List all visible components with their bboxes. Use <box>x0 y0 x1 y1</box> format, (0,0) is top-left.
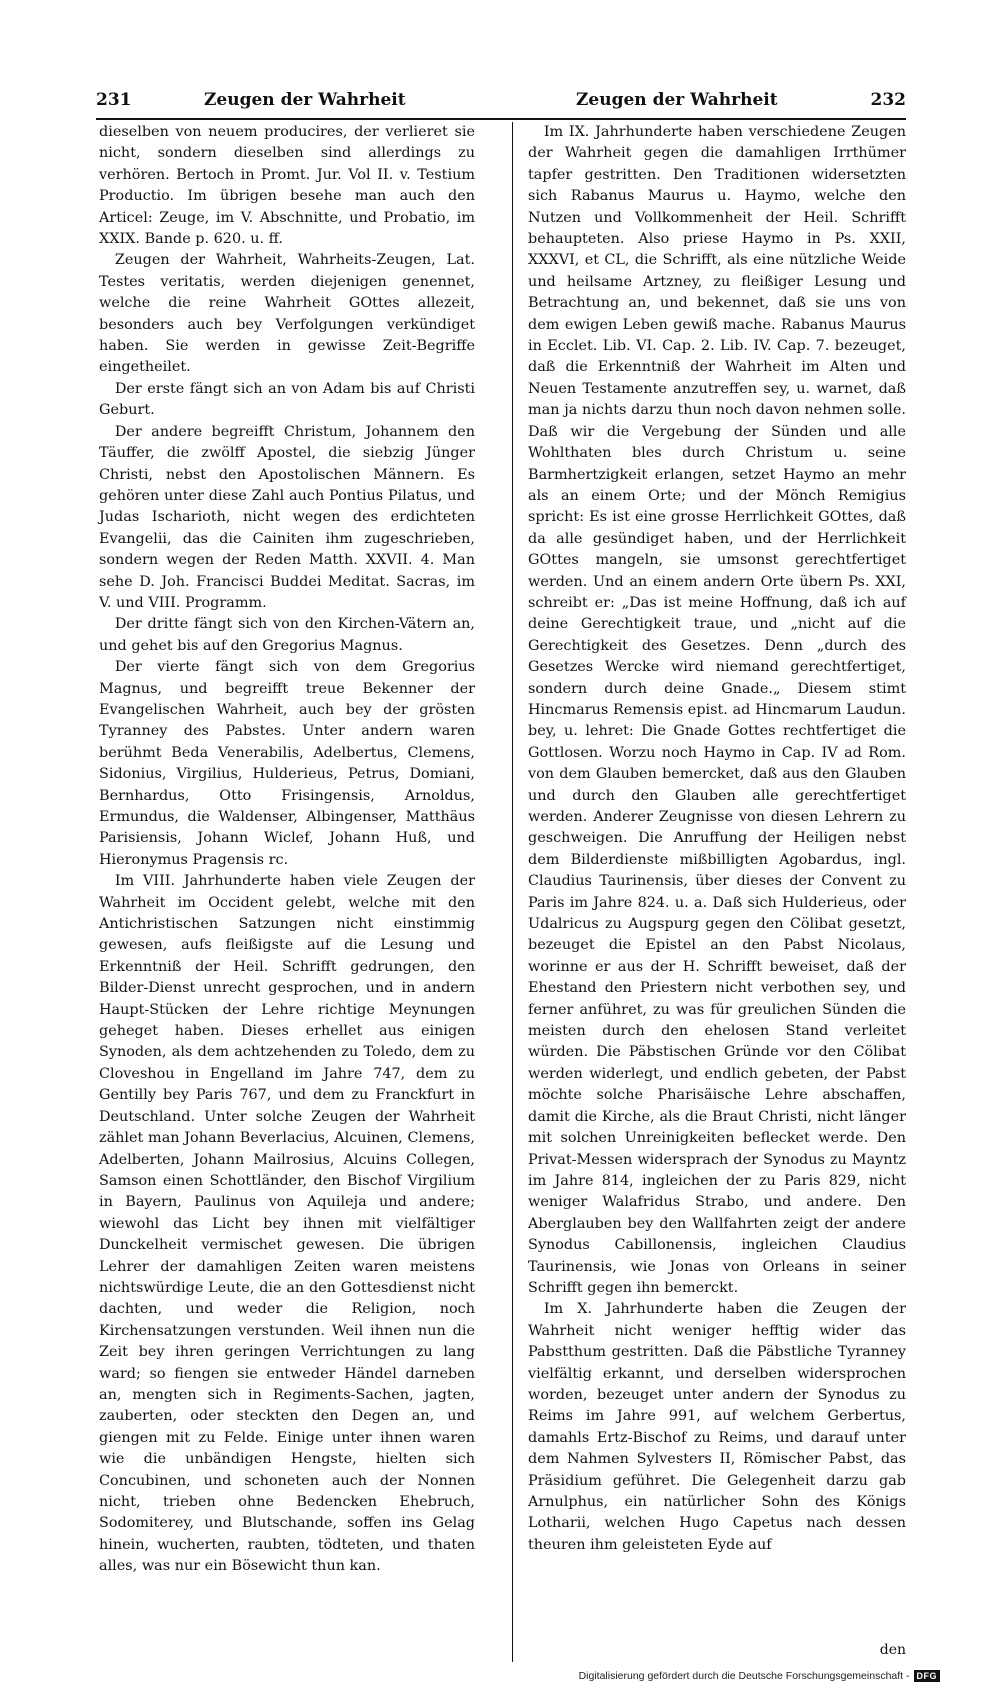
page-number-left: 231 <box>96 90 132 110</box>
paragraph: Zeugen der Wahrheit, Wahrheits-Zeugen, Lat. Testes veritatis, werden diejenigen genennet, welche die reine Wahrheit GOttes allezeit, besonders auch bey Verfolgungen verkündiget haben. Sie werden in gewisse Zeit-Begriffe eingetheilet. <box>99 252 475 376</box>
running-title-left: Zeugen der Wahrheit <box>204 90 406 110</box>
catchword: den <box>879 1642 906 1658</box>
right-column <box>528 122 906 1556</box>
paragraph: Der vierte fängt sich von dem Gregorius Magnus, und begreifft treue Bekenner der Evangelischen Wahrheit, auch bey der grösten Tyranney des Pabstes. Unter andern waren berühmt Beda Venerabilis, Adelbertus, Clemens, Sidonius, Virgilius, Hulderieus, Petrus, Domiani, Bernhardus, Otto Frisingensis, Arnoldus, Ermundus, die Waldenser, Albingenser, Matthäus Parisiensis, Johann Wiclef, Johann Huß, und Hieronymus Pragensis rc. <box>99 659 475 868</box>
credit-text: Digitalisierung gefördert durch die Deutsche Forschungsgemeinschaft - <box>578 1670 910 1682</box>
running-head <box>96 90 906 120</box>
column-divider <box>512 122 513 1662</box>
paragraph: Der erste fängt sich an von Adam bis auf Christi Geburt. <box>99 380 475 419</box>
paragraph: Im X. Jahrhunderte haben die Zeugen der Wahrheit nicht weniger hefftig wider das Pabstthum gestritten. Daß die Päbstliche Tyranney vielfältig erkannt, und derselben widersprochen worden, bezeuget unter andern der Synodus zu Reims im Jahre 991, auf welchem Gerbertus, damahls Ertz-Bischof zu Reims, und darauf unter dem Nahmen Sylvesters II, Römischer Pabst, das Präsidium geführet. Die Gelegenheit darzu gab Arnulphus, ein natürlicher Sohn des Königs Lotharii, welchen Hugo Capetus nach dessen theuren ihm geleisteten Eyde auf <box>528 1301 906 1553</box>
paragraph: dieselben von neuem producires, der verlieret sie nicht, sondern dieselben sind allerdings zu verhören. Bertoch in Promt. Jur. Vol II. v. Testium Productio. Im übrigen besehe man auch den Articel: Zeuge, im V. Abschnitte, und Probatio, im XXIX. Bande p. 620. u. ff. <box>99 124 475 248</box>
running-title-right: Zeugen der Wahrheit <box>576 90 778 110</box>
paragraph: Der dritte fängt sich von den Kirchen-Vätern an, und gehet bis auf den Gregorius Magnus. <box>99 616 475 654</box>
page-number-right: 232 <box>870 90 906 110</box>
left-column <box>99 122 475 1578</box>
paragraph: Im IX. Jahrhunderte haben verschiedene Zeugen der Wahrheit gegen die damahligen Irrthümer tapfer gestritten. Den Traditionen widersetzten sich Rabanus Maurus u. Haymo, welche den Nutzen und Vollkommenheit der Heil. Schrifft behaupteten. Also priese Haymo in Ps. XXII, XXXVI, et CL, die Schrifft, als eine nützliche Weide und heilsame Artzney, zu fleißiger Lesung und Betrachtung an, und bekennet, daß sie uns von dem ewigen Leben gewiß mache. Rabanus Maurus in Ecclet. Lib. VI. Cap. 2. Lib. IV. Cap. 7. bezeuget, daß die Erkenntniß der Wahrheit im Alten und Neuen Testamente anzutreffen sey, u. warnet, daß man ja nichts darzu thun noch davon nehmen solle. Daß wir die Vergebung der Sünden und alle Wohlthaten bles durch Christum u. seine Barmhertzigkeit erlangen, setzet Haymo an mehr als an einem Orte; und der Mönch Remigius spricht: Es ist eine grosse Herrlichkeit GOttes, daß da alle gesündiget haben, und der Herrlichkeit GOttes mangeln, sie umsonst gerechtfertiget werden. Und an einem andern Orte übern Ps. XXI, schreibt er: „Das ist meine Hoffnung, daß ich auf deine Gerechtigkeit traue, und „nicht auf die Gerechtigkeit des Gesetzes. Denn „durch des Gesetzes Wercke wird niemand gerechtfertiget, sondern durch deine Gnade.„ Diesem stimt Hincmarus Remensis epist. ad Hincmarum Laudun. bey, u. lehret: Die Gnade Gottes rechtfertiget die Gottlosen. Worzu noch Haymo in Cap. IV ad Rom. von dem Glauben bemercket, daß aus den Glauben und durch den Glauben alle gerechtfertiget werden. Anderer Zeugnisse von diesen Lehrern zu geschweigen. Die Anruffung der Heiligen nebst dem Bilderdienste mißbilligten Agobardus, ingl. Claudius Taurinensis, über dieses der Convent zu Paris im Jahre 824. u. a. Daß sich Hulderieus, oder Udalricus zu Augspurg gegen den Cölibat gesetzt, bezeuget die Epistel an den Pabst Nicolaus, worinne er aus der H. Schrifft beweiset, daß der Ehestand den Priestern nicht verbothen sey, und ferner anführet, zu was für greulichen Sünden die meisten durch den ehelosen Stand verleitet würden. Die Päbstischen Gründe vor den Cölibat werden widerlegt, und endlich gebeten, der Pabst möchte solche Pharisäische Lehre abschaffen, damit die Kirche, als die Braut Christi, nicht länger mit solchen Unreinigkeiten beflecket werde. Den Privat-Messen widersprach der Synodus zu Mayntz im Jahre 814, ingleichen der zu Paris 829, nicht weniger Walafridus Strabo, und andere. Den Aberglauben bey den Wallfahrten zeigt der andere Synodus Cabillonensis, ingleichen Claudius Taurinensis, wie Jonas von Orleans in seiner Schrifft gegen ihn bemerckt. <box>528 124 906 1296</box>
paragraph: Der andere begreifft Christum, Johannem den Täuffer, die zwölff Apostel, die siebzig Jünger Christi, nebst den Apostolischen Männern. Es gehören unter diese Zahl auch Pontius Pilatus, und Judas Ischarioth, nicht wegen des erdichteten Evangelii, das die Cainiten ihm zugeschrieben, sondern wegen der Reden Matth. XXVII. 4. Man sehe D. Joh. Francisci Buddei Meditat. Sacras, im V. und VIII. Programm. <box>99 423 475 611</box>
digitization-credit <box>579 1670 940 1682</box>
dfg-logo: DFG <box>914 1670 941 1682</box>
paragraph: Im VIII. Jahrhunderte haben viele Zeugen der Wahrheit im Occident gelebt, welche mit den Antichristischen Satzungen nicht einstimmig gewesen, aufs fleißigste auf die Lesung und Erkenntniß der Heil. Schrifft gedrungen, den Bilder-Dienst unrecht gesprochen, und in andern Haupt-Stücken der Lehre richtige Meynungen geheget haben. Dieses erhellet aus einigen Synoden, als dem achtzehenden zu Toledo, dem zu Cloveshou in Engelland im Jahre 747, dem zu Gentilly bey Paris 767, und dem zu Franckfurt in Deutschland. Unter solche Zeugen der Wahrheit zählet man Johann Beverlacius, Alcuinen, Clemens, Adelberten, Johann Mailrosius, Alcuins Collegen, Samson einen Schottländer, den Bischof Virgilium in Bayern, Paulinus von Aquileja und andere; wiewohl das Licht bey ihnen mit vielfältiger Dunckelheit vermischet gewesen. Die übrigen Lehrer der damahligen Zeiten waren meistens nichtswürdige Leute, die an den Gottesdienst nicht dachten, und weder die Religion, noch Kirchensatzungen verstunden. Weil ihnen nun die Zeit bey ihren geringen Verrichtungen zu lang ward; so fiengen sie entweder Händel darneben an, mengten sich in Regiments-Sachen, jagten, zauberten, oder steckten den Degen an, und giengen mit zu Felde. Einige unter ihnen waren wie die unbändigen Hengste, hielten sich Concubinen, und schoneten auch der Nonnen nicht, trieben ohne Bedencken Ehebruch, Sodomiterey, und Blutschande, soffen ins Gelag hinein, wucherten, raubten, tödteten, und thaten alles, was nur ein Bösewicht thun kan. <box>99 873 475 1575</box>
